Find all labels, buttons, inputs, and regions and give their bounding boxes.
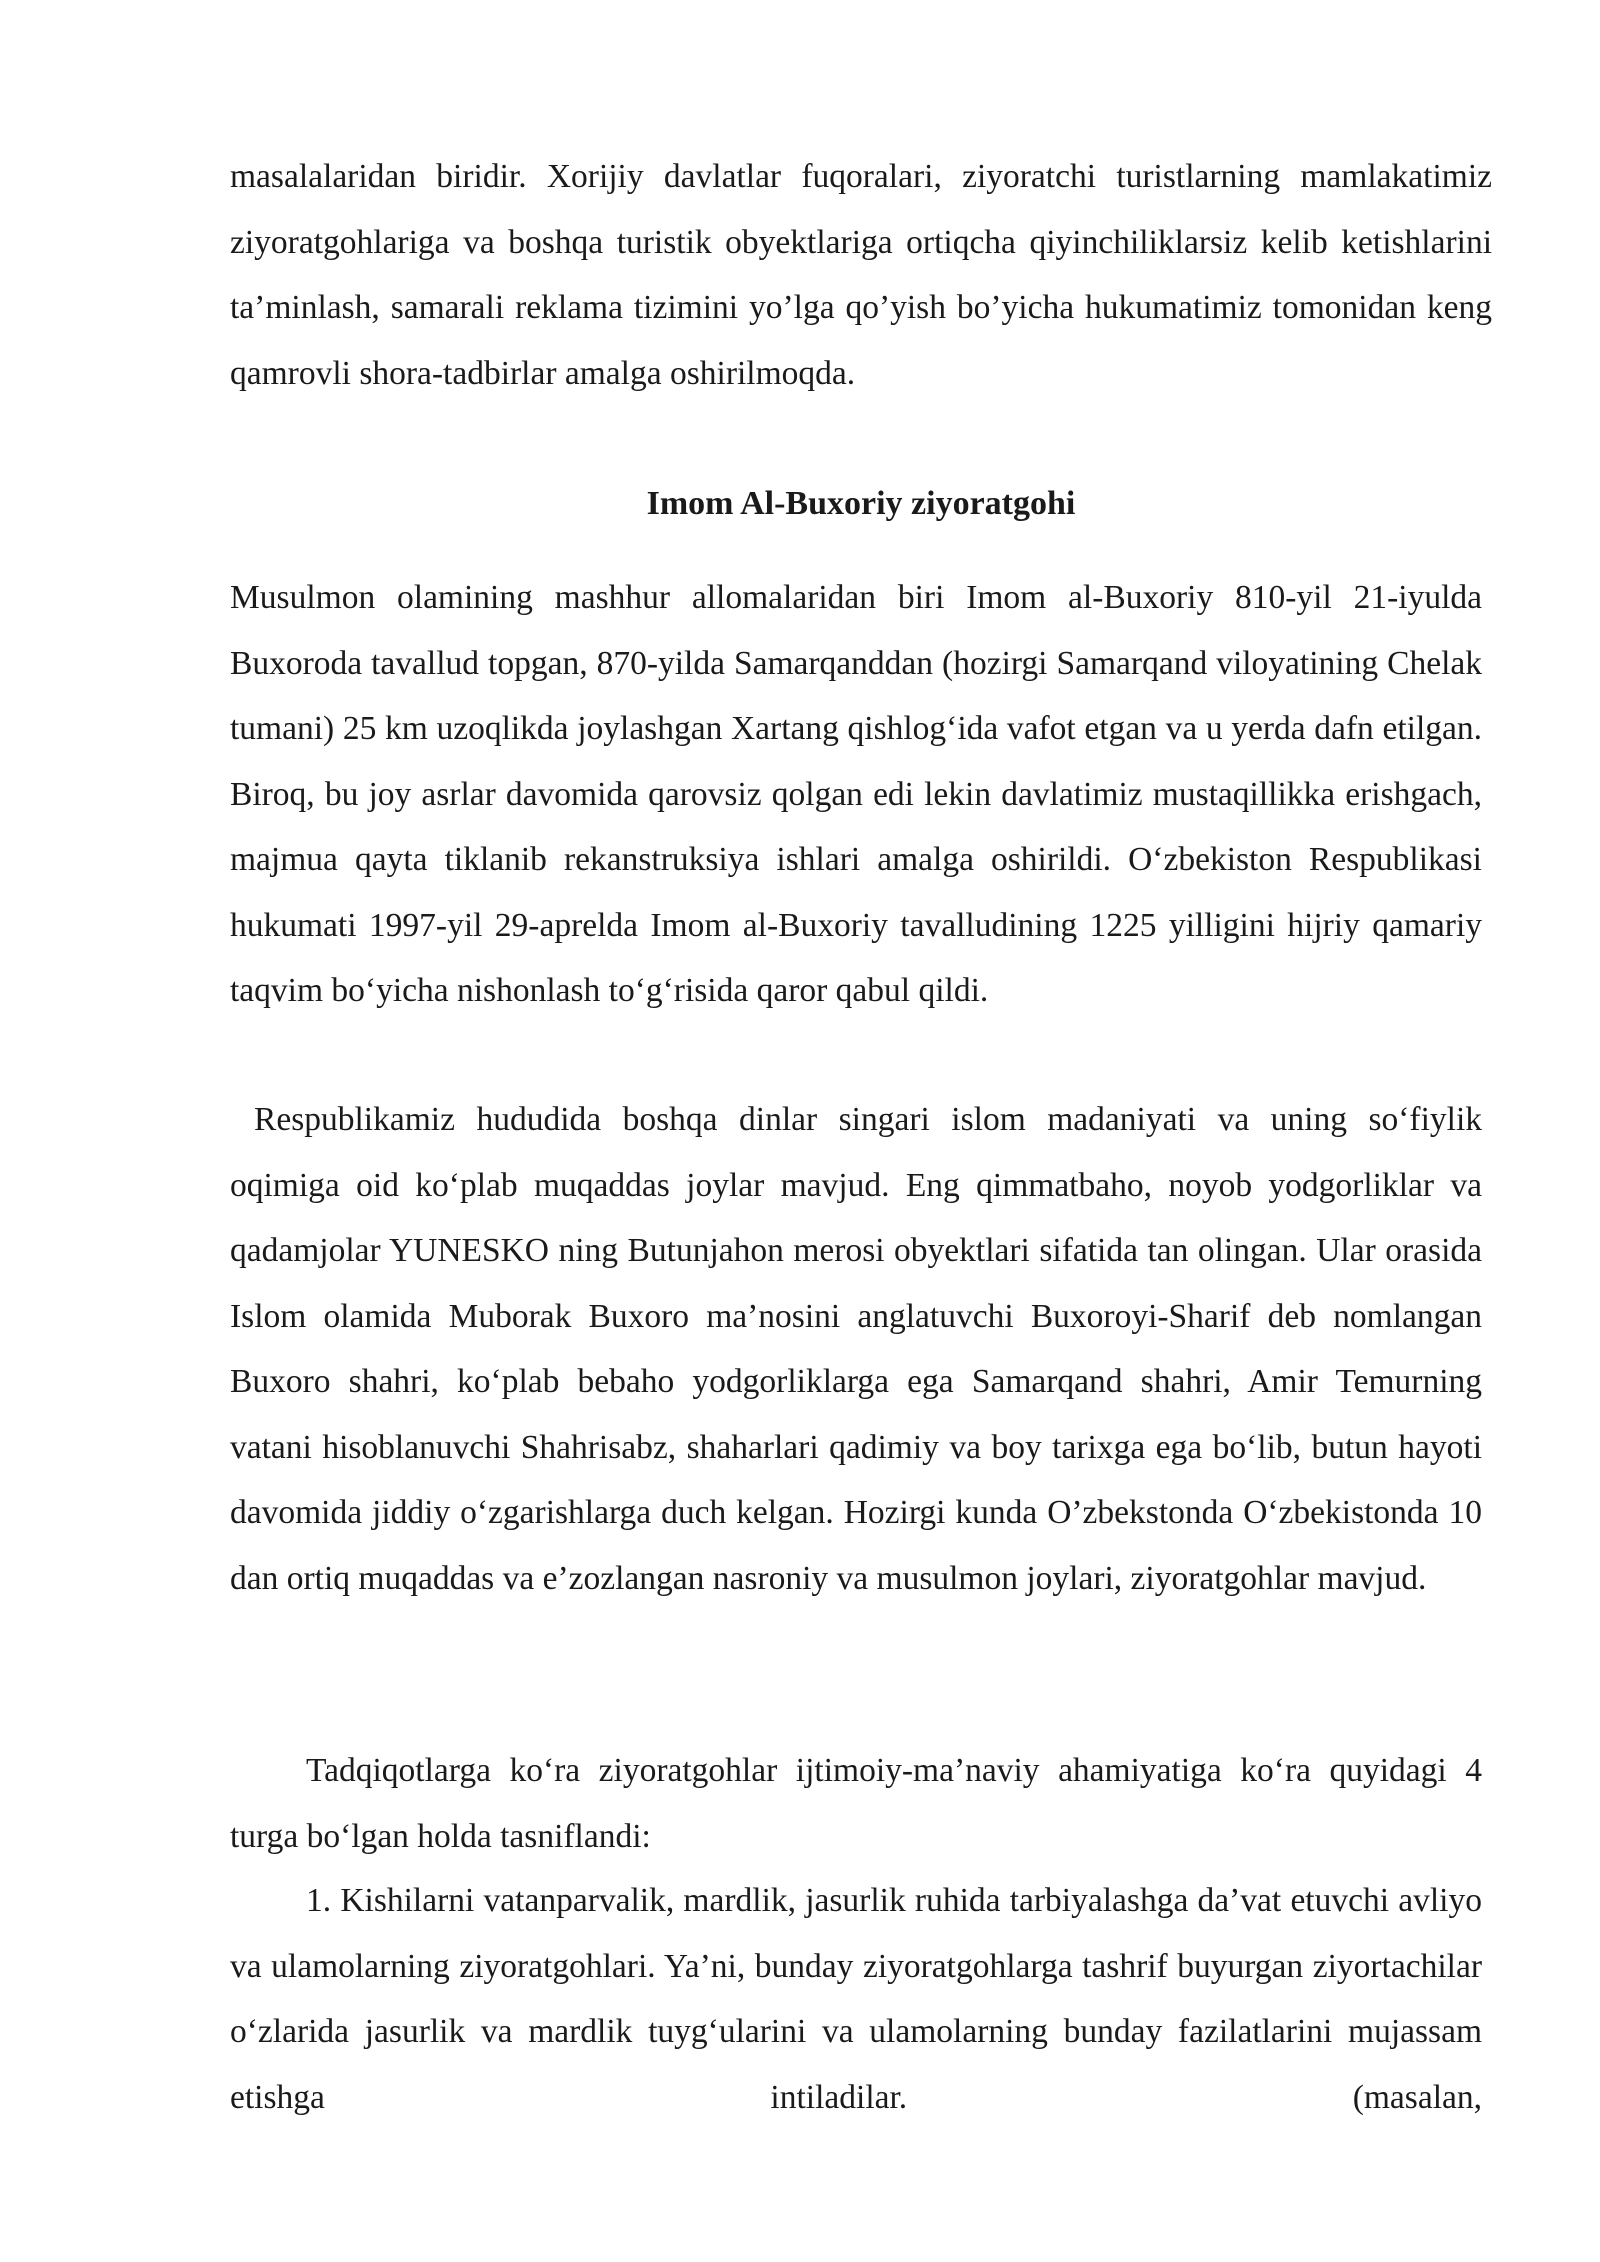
section-heading: Imom Al-Buxoriy ziyoratgohi [646,485,1076,522]
intro-paragraph: masalalaridan biridir. Xorijiy davlatlar fuqoralari, ziyoratchi turistlarning mamlakatimiz ziyoratgohlariga va boshqa turistik obyektlariga ortiqcha qiyinchiliklarsiz kelib ketishlarini ta’minlash, samarali reklama tizimini yo’lga qo’yish bo’yicha hukumatimiz tomonidan keng qamrovli shora-tadbirlar amalga oshirilmoqda. [230,158,1492,392]
paragraph-classification: Tadqiqotlarga ko‘ra ziyoratgohlar ijtimoiy-ma’naviy ahamiyatiga ko‘ra quyidagi 4 turga bo‘lgan holda tasniflandi: [230,1752,1482,1855]
paragraph-sacred-places: Respublikamiz hududida boshqa dinlar singari islom madaniyati va uning so‘fiylik oqimiga oid ko‘plab muqaddas joylar mavjud. Eng qimmatbaho, noyob yodgorliklar va qadamjolar YUNESKO ning Butunjahon merosi obyektlari sifatida tan olingan. Ular orasida Islom olamida Muborak Buxoro ma’nosini anglatuvchi Buxoroyi-Sharif deb nomlangan Buxoro shahri, ko‘plab bebaho yodgorliklarga ega Samarqand shahri, Amir Temurning vatani hisoblanuvchi Shahrisabz, shaharlari qadimiy va boy tarixga ega bo‘lib, butun hayoti davomida jiddiy o‘zgarishlarga duch kelgan. Hozirgi kunda O’zbekstonda O‘zbekistonda 10 dan ortiq muqaddas va e’zozlangan nasroniy va musulmon joylari, ziyoratgohlar mavjud. [230,1101,1482,1597]
list-item-1: 1. Kishilarni vatanparvalik, mardlik, jasurlik ruhida tarbiyalashga da’vat etuvchi avliyo va ulamolarning ziyoratgohlari. Ya’ni, bunday ziyoratgohlarga tashrif buyurgan ziyortachilar o‘zlarida jasurlik va mardlik tuyg‘ularini va ulamolarning bunday fazilatlarini mujassam etishga intiladilar. (masalan, [230,1882,1482,2116]
paragraph-imam-bukhari: Musulmon olamining mashhur allomalaridan biri Imom al-Buxoriy 810-yil 21-iyulda Buxoroda tavallud topgan, 870-yilda Samarqanddan (hozirgi Samarqand viloyatining Chelak tumani) 25 km uzoqlikda joylashgan Xartang qishlog‘ida vafot etgan va u yerda dafn etilgan. Biroq, bu joy asrlar davomida qarovsiz qolgan edi lekin davlatimiz mustaqillikka erishgach, majmua qayta tiklanib rekanstruksiya ishlari amalga oshirildi. O‘zbekiston Respublikasi hukumati 1997-yil 29-aprelda Imom al-Buxoriy tavalludining 1225 yilligini hijriy qamariy taqvim bo‘yicha nishonlash to‘g‘risida qaror qabul qildi. [230,579,1482,1009]
